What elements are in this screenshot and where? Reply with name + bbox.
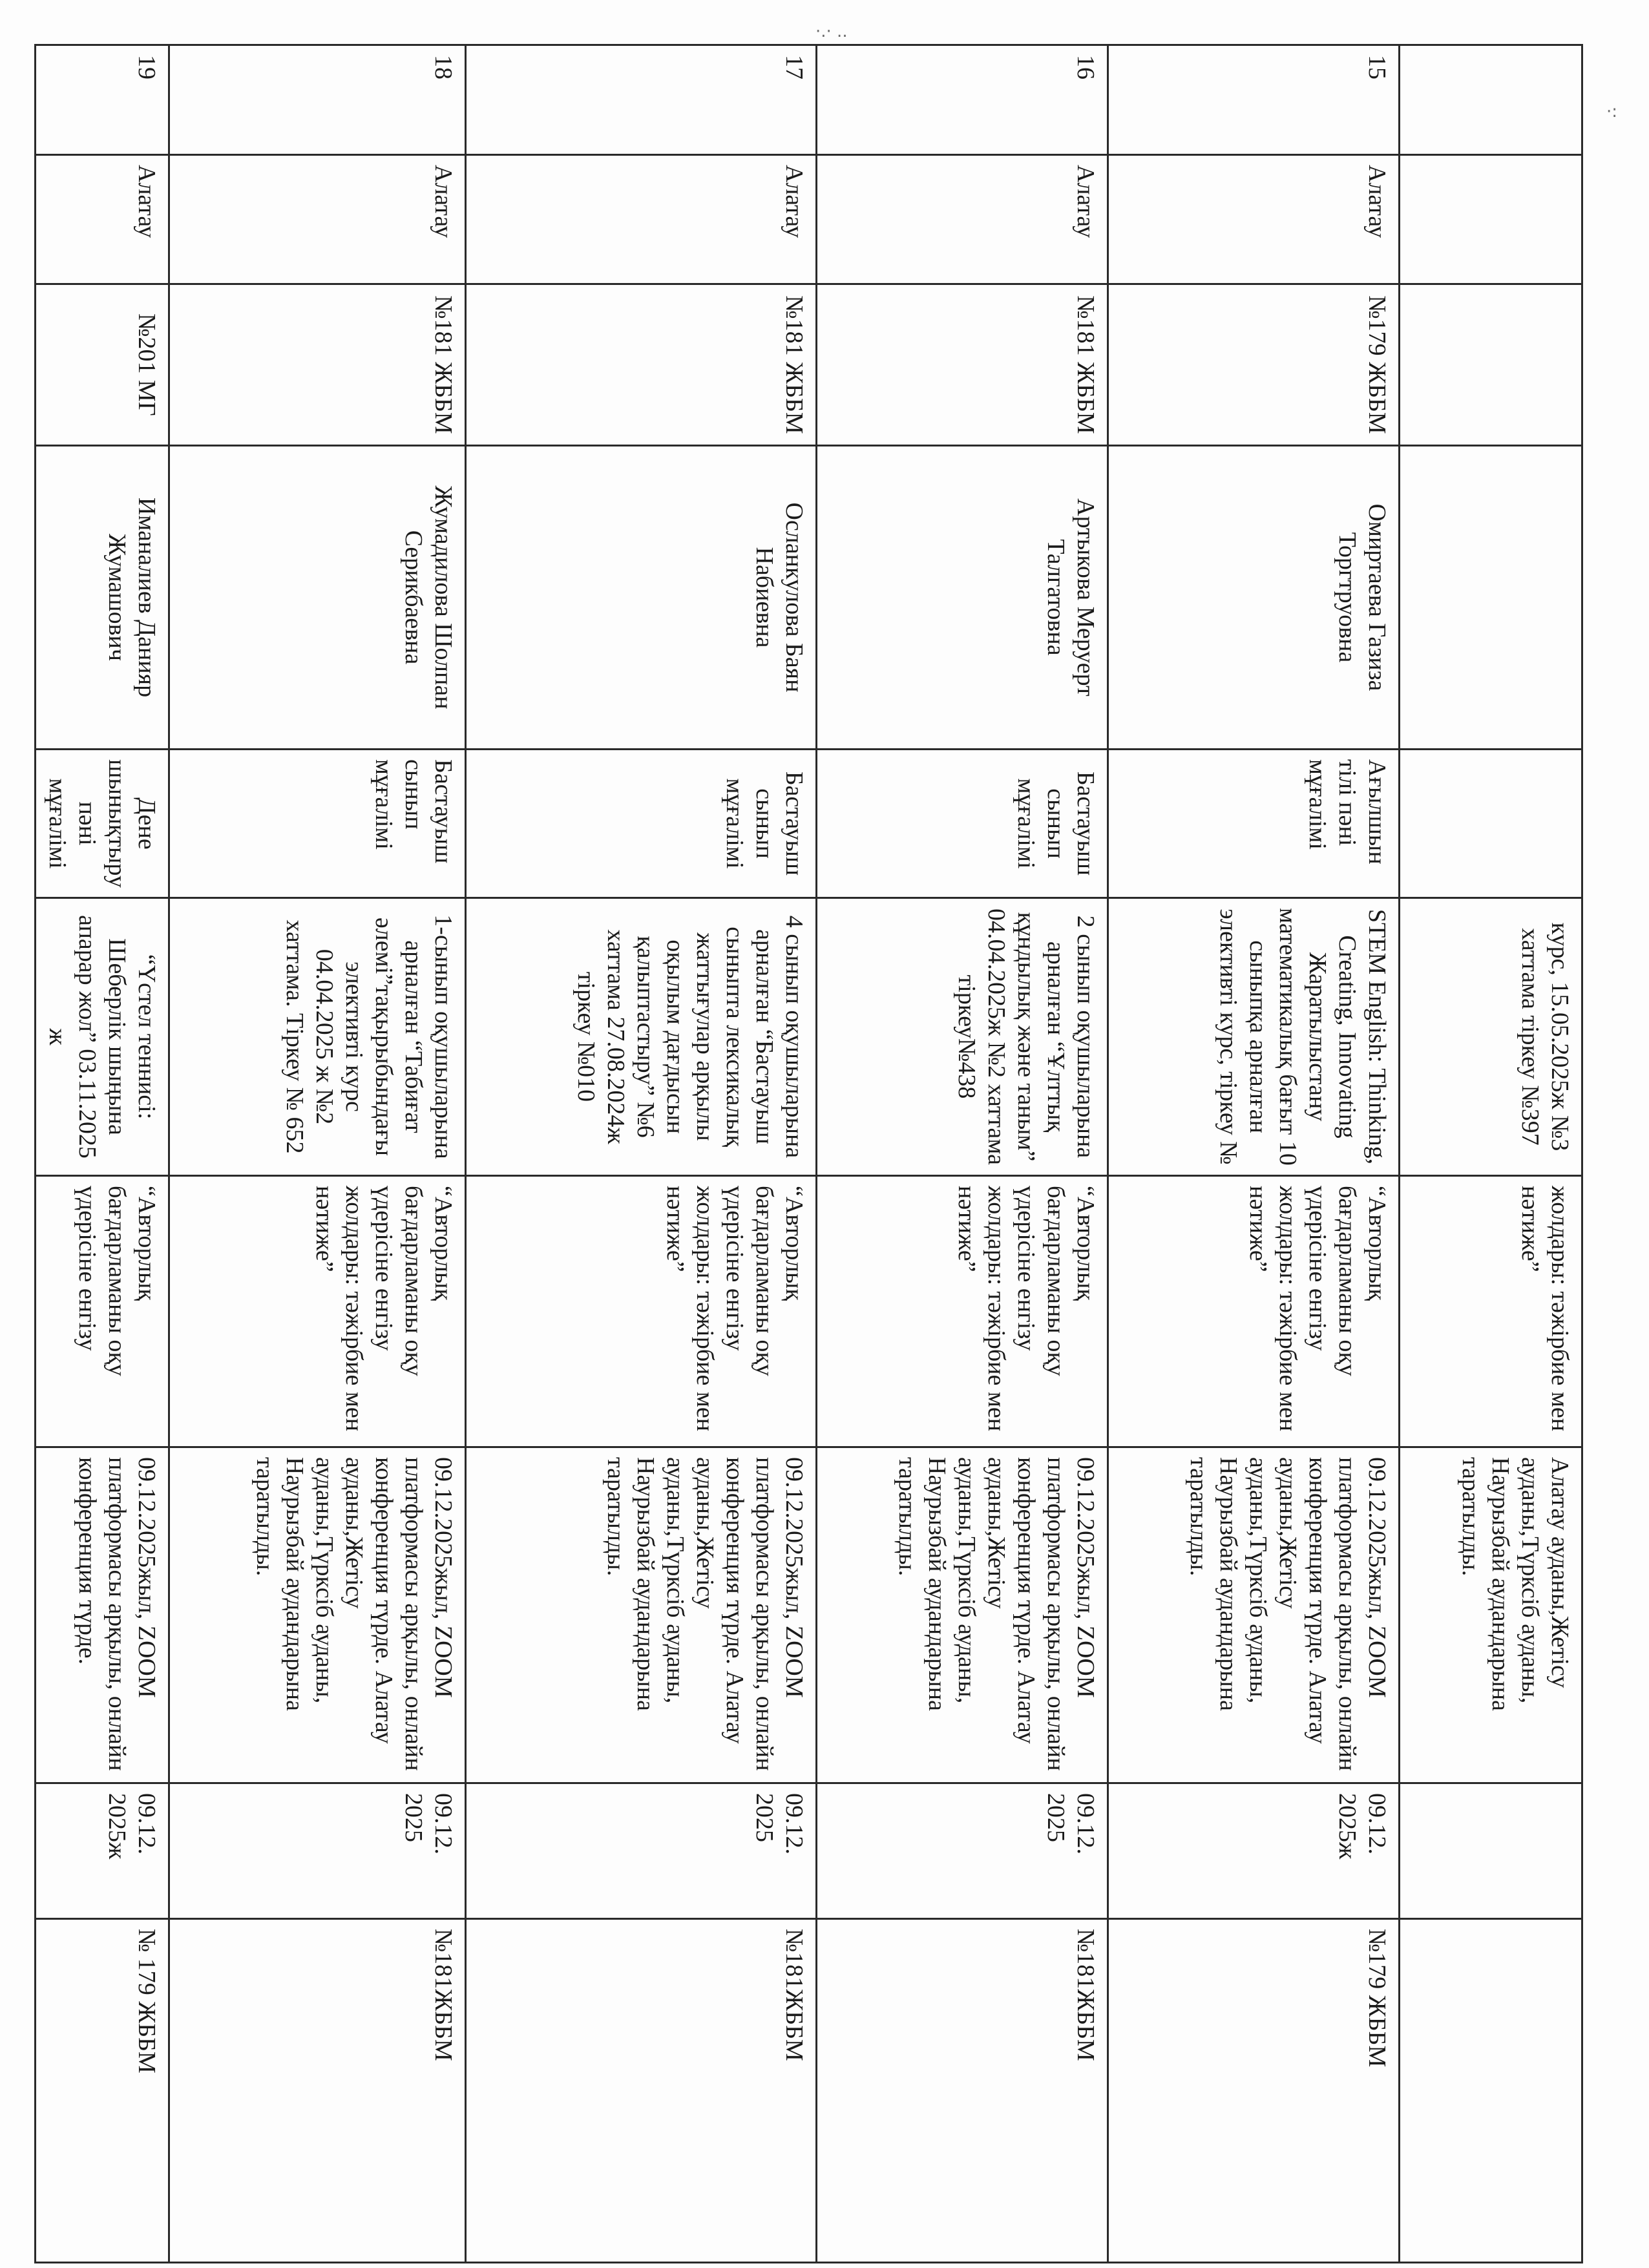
table-row — [817, 45, 1108, 2263]
cell-role: Ағылшын тілі пәні мұғалімі — [1108, 750, 1400, 898]
cell-topic: “Авторлық бағдарламаны оқу үдерісіне енгізу жолдары: тәжірбие мен нәтиже” — [817, 1176, 1108, 1447]
table-row-continued — [1400, 45, 1582, 2263]
cell-date: 09.12. 2025ж — [1108, 1783, 1400, 1919]
cell-empty — [1400, 45, 1582, 155]
cell-venue: № 179 ЖББМ — [36, 1919, 169, 2263]
cell-number: 15 — [1108, 45, 1400, 155]
table-row — [36, 45, 169, 2263]
cell-number: 18 — [169, 45, 466, 155]
cell-venue: №181ЖББМ — [169, 1919, 466, 2263]
cell-venue: №181ЖББМ — [466, 1919, 817, 2263]
cell-role: Бастауыш сынып мұғалімі — [466, 750, 817, 898]
table-row — [466, 45, 817, 2263]
cell-school: №201 МГ — [36, 284, 169, 446]
cell-topic: “Авторлық бағдарламаны оқу үдерісіне енгізу — [36, 1176, 169, 1447]
cell-teacher-name: Омиртаева Газиза Торгтруовна — [1108, 446, 1400, 750]
rotated-table-sheet — [44, 44, 1583, 2262]
cell-dissemination: Алатау ауданы,Жетісу ауданы,Түрксіб ауданы, Наурызбай аудандарына таратылды. — [1400, 1447, 1582, 1783]
cell-course: 4 сынып оқушыларына арналған “Бастауыш сыныпта лексикалық жаттығулар арқылы оқылым дағдысын қалыптастыру” №6 хаттама 27.08.2024ж тіркеу №010 — [466, 898, 817, 1176]
cell-role: Бастауыш сынып мұғалімі — [817, 750, 1108, 898]
cell-date: 09.12. 2025 — [817, 1783, 1108, 1919]
cell-venue: №181ЖББМ — [817, 1919, 1108, 2263]
cell-district: Алатау — [1108, 155, 1400, 284]
cell-role: Дене шынықтыру пәні мұғалімі — [36, 750, 169, 898]
scan-speckle: ·.· .. — [815, 22, 848, 41]
cell-date: 09.12. 2025 — [169, 1783, 466, 1919]
cell-topic: “Авторлық бағдарламаны оқу үдерісіне енгізу жолдары: тәжірбие мен нәтиже” — [466, 1176, 817, 1447]
cell-empty — [1400, 1783, 1582, 1919]
cell-district: Алатау — [466, 155, 817, 284]
cell-number: 19 — [36, 45, 169, 155]
cell-number: 16 — [817, 45, 1108, 155]
cell-topic: “Авторлық бағдарламаны оқу үдерісіне енгізу жолдары: тәжірбие мен нәтиже” — [1108, 1176, 1400, 1447]
cell-course: курс, 15.05.2025ж №3 хаттама тіркеу №397 — [1400, 898, 1582, 1176]
scan-speckle: ·: — [1606, 102, 1618, 121]
cell-dissemination: 09.12.2025жыл, ZOOM платформасы арқылы, онлайн конференция түрде. Алатау ауданы,Жетісу ауданы,Түрксіб ауданы, Наурызбай аудандарына таратылды. — [169, 1447, 466, 1783]
cell-school: №181 ЖББМ — [817, 284, 1108, 446]
cell-topic: жолдары: тәжірбие мен нәтиже” — [1400, 1176, 1582, 1447]
cell-school: №179 ЖББМ — [1108, 284, 1400, 446]
cell-date: 09.12. 2025ж — [36, 1783, 169, 1919]
cell-date: 09.12. 2025 — [466, 1783, 817, 1919]
cell-number: 17 — [466, 45, 817, 155]
cell-empty — [1400, 284, 1582, 446]
table-row — [1108, 45, 1400, 2263]
cell-topic: “Авторлық бағдарламаны оқу үдерісіне енгізу жолдары: тәжірбие мен нәтиже” — [169, 1176, 466, 1447]
cell-empty — [1400, 750, 1582, 898]
cell-teacher-name: Артыкова Меруерт Талгатовна — [817, 446, 1108, 750]
cell-venue: №179 ЖББМ — [1108, 1919, 1400, 2263]
cell-course: 1-сынып оқушыларына арналған “Табиғат әлемі”тақырыбындағы элективті курс 04.04.2025 ж №2 хаттама. Тіркеу № 652 — [169, 898, 466, 1176]
cell-teacher-name: Иманалиев Данияр Жумашович — [36, 446, 169, 750]
cell-course: “Үстел теннисі: Шеберлік шыңына апарар жол” 03.11.2025 ж — [36, 898, 169, 1176]
table-row — [169, 45, 466, 2263]
cell-school: №181 ЖББМ — [466, 284, 817, 446]
cell-dissemination: 09.12.2025жыл, ZOOM платформасы арқылы, онлайн конференция түрде. Алатау ауданы,Жетісу ауданы,Түрксіб ауданы, Наурызбай аудандарына таратылды. — [817, 1447, 1108, 1783]
staff-course-table — [34, 44, 1583, 2263]
cell-course: 2 сынып оқушыларына арналған “Ұлттық құндылық және таным” 04.04.2025ж №2 хаттама тіркеу№438 — [817, 898, 1108, 1176]
cell-district: Алатау — [169, 155, 466, 284]
cell-district: Алатау — [817, 155, 1108, 284]
cell-school: №181 ЖББМ — [169, 284, 466, 446]
cell-empty — [1400, 155, 1582, 284]
cell-dissemination: 09.12.2025жыл, ZOOM платформасы арқылы, онлайн конференция түрде. Алатау ауданы,Жетісу ауданы,Түрксіб ауданы, Наурызбай аудандарына таратылды. — [1108, 1447, 1400, 1783]
cell-teacher-name: Осланкулова Баян Набиевна — [466, 446, 817, 750]
cell-teacher-name: Жумадилова Шолпан Серикбаевна — [169, 446, 466, 750]
cell-dissemination: 09.12.2025жыл, ZOOM платформасы арқылы, онлайн конференция түрде. — [36, 1447, 169, 1783]
cell-dissemination: 09.12.2025жыл, ZOOM платформасы арқылы, онлайн конференция түрде. Алатау ауданы,Жетісу ауданы,Түрксіб ауданы, Наурызбай аудандарына таратылды. — [466, 1447, 817, 1783]
cell-district: Алатау — [36, 155, 169, 284]
cell-course: STEM English: Thinking, Creating, Innovating Жаратылыстану математикалық бағыт 10 сыныпқа арналған элективті курс, тіркеу № — [1108, 898, 1400, 1176]
cell-empty — [1400, 446, 1582, 750]
cell-role: Бастауыш сынып мұғалімі — [169, 750, 466, 898]
cell-empty — [1400, 1919, 1582, 2263]
